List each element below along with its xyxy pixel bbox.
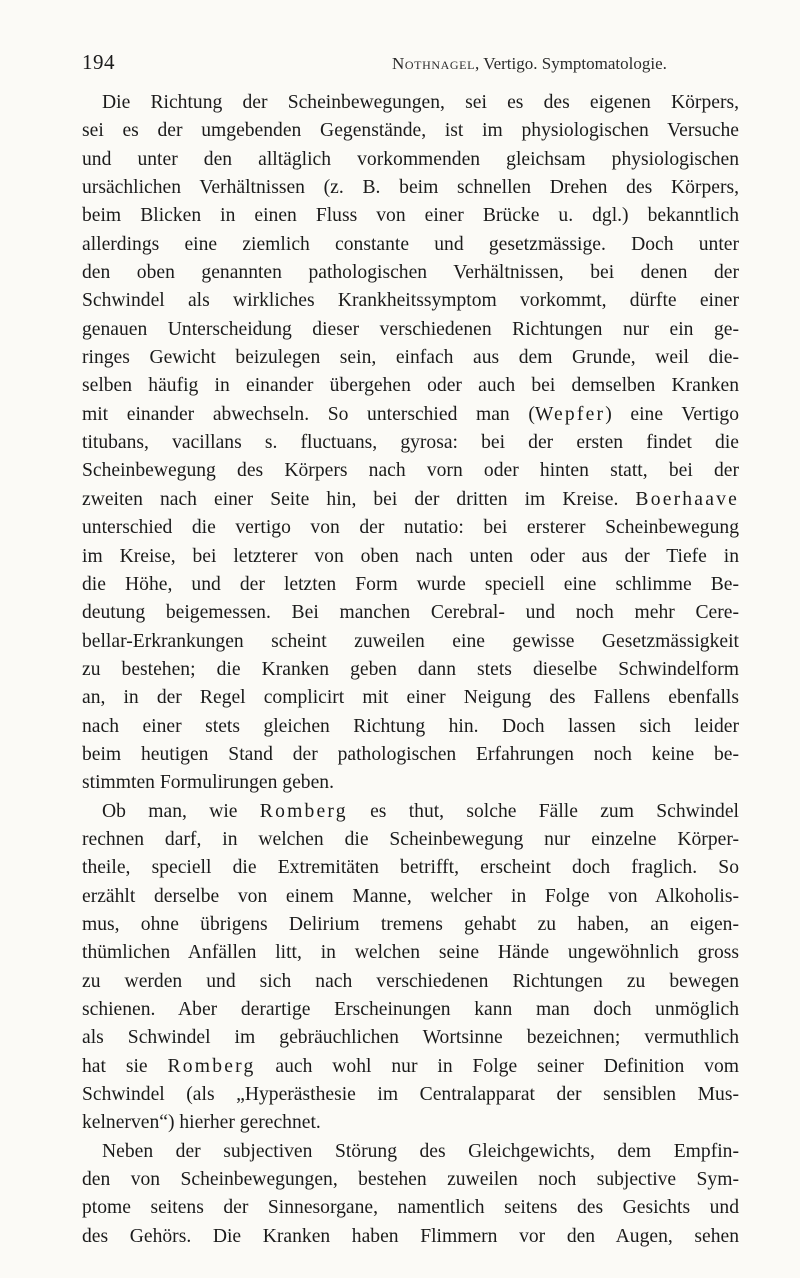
- text-line: Scheinbewegung des Körpers nach vorn oder hinten statt, bei der: [82, 460, 739, 482]
- spaced-name: Boerhaave: [635, 488, 739, 510]
- text-line: im Kreise, bei letzterer von oben nach unten oder aus der Tiefe in: [82, 545, 739, 567]
- text-line: rechnen darf, in welchen die Scheinbewegung nur einzelne Körper-: [82, 828, 739, 850]
- page-header: [82, 50, 744, 80]
- text-line: thümlichen Anfällen litt, in welchen seine Hände ungewöhnlich gross: [82, 942, 739, 964]
- text-line: sei es der umgebenden Gegenstände, ist im physiologischen Versuche: [82, 120, 739, 142]
- text-line: deutung beigemessen. Bei manchen Cerebral- und noch mehr Cere-: [82, 602, 739, 624]
- text-line: titubans, vacillans s. fluctuans, gyrosa: bei der ersten findet die: [82, 432, 739, 454]
- text-line: unterschied die vertigo von der nutatio: bei ersterer Scheinbewegung: [82, 517, 739, 539]
- text-line: Neben der subjectiven Störung des Gleichgewichts, dem Empfin-: [102, 1140, 739, 1162]
- text-line: des Gehörs. Die Kranken haben Flimmern vor den Augen, sehen: [82, 1225, 739, 1247]
- text-line: genauen Unterscheidung dieser verschiedenen Richtungen nur ein ge-: [82, 318, 739, 340]
- text-line: theile, speciell die Extremitäten betrifft, erscheint doch fraglich. So: [82, 857, 739, 879]
- text-line: die Höhe, und der letzten Form wurde speciell eine schlimme Be-: [82, 573, 739, 595]
- body-text: [82, 89, 739, 1251]
- text-line: erzählt derselbe von einem Manne, welcher in Folge von Alkoholis-: [82, 885, 739, 907]
- text-line: beim heutigen Stand der pathologischen Erfahrungen noch keine be-: [82, 743, 739, 765]
- text-line: ursächlichen Verhältnissen (z. B. beim schnellen Drehen des Körpers,: [82, 177, 739, 199]
- text-line: und unter den alltäglich vorkommenden gleichsam physiologischen: [82, 148, 739, 170]
- text-line: bellar-Erkrankungen scheint zuweilen eine gewisse Gesetzmässigkeit: [82, 630, 739, 652]
- text-line: mit einander abwechseln. So unterschied man (Wepfer) eine Vertigo: [82, 403, 739, 425]
- text-line: den von Scheinbewegungen, bestehen zuweilen noch subjective Sym-: [82, 1169, 739, 1191]
- text-line: zu werden und sich nach verschiedenen Richtungen zu bewegen: [82, 970, 739, 992]
- text-line: ptome seitens der Sinnesorgane, namentlich seitens des Gesichts und: [82, 1197, 739, 1219]
- text-line: beim Blicken in einen Fluss von einer Brücke u. dgl.) bekanntlich: [82, 205, 739, 227]
- text-line: Schwindel als wirkliches Krankheitssymptom vorkommt, dürfte einer: [82, 290, 739, 312]
- text-line: hat sie Romberg auch wohl nur in Folge seiner Definition vom: [82, 1055, 739, 1077]
- text-line: mus, ohne übrigens Delirium tremens gehabt zu haben, an eigen-: [82, 913, 739, 935]
- text-line: schienen. Aber derartige Erscheinungen kann man doch unmöglich: [82, 999, 739, 1020]
- text-line: als Schwindel im gebräuchlichen Wortsinne bezeichnen; vermuthlich: [82, 1027, 739, 1049]
- text-line: an, in der Regel complicirt mit einer Neigung des Fallens ebenfalls: [82, 687, 739, 709]
- text-line: allerdings eine ziemlich constante und gesetzmässige. Doch unter: [82, 233, 739, 255]
- spaced-name: Romberg: [259, 800, 348, 822]
- text-line: den oben genannten pathologischen Verhältnissen, bei denen der: [82, 262, 739, 284]
- spaced-name: Romberg: [167, 1055, 256, 1077]
- text-line: Die Richtung der Scheinbewegungen, sei es des eigenen Körpers,: [102, 92, 739, 113]
- running-head-author: Nothnagel: [392, 54, 475, 73]
- text-line: Ob man, wie Romberg es thut, solche Fälle zum Schwindel: [102, 800, 739, 822]
- text-line: selben häufig in einander übergehen oder auch bei demselben Kranken: [82, 375, 739, 397]
- text-line: ringes Gewicht beizulegen sein, einfach aus dem Grunde, weil die-: [82, 347, 739, 369]
- running-head-title: , Vertigo. Symptomatologie.: [475, 54, 667, 73]
- text-line: nach einer stets gleichen Richtung hin. Doch lassen sich leider: [82, 715, 739, 737]
- running-head: [392, 54, 667, 74]
- text-line: zweiten nach einer Seite hin, bei der dritten im Kreise. Boerhaave: [82, 488, 739, 510]
- text-line: stimmten Formulirungen geben.: [82, 772, 334, 794]
- text-line: Schwindel (als „Hyperästhesie im Centralapparat der sensiblen Mus-: [82, 1084, 739, 1106]
- text-line: kelnerven“) hierher gerechnet.: [82, 1112, 321, 1134]
- page-number: 194: [82, 50, 115, 74]
- spaced-name: Wepfer: [534, 403, 606, 425]
- text-line: zu bestehen; die Kranken geben dann stets dieselbe Schwindelform: [82, 658, 739, 680]
